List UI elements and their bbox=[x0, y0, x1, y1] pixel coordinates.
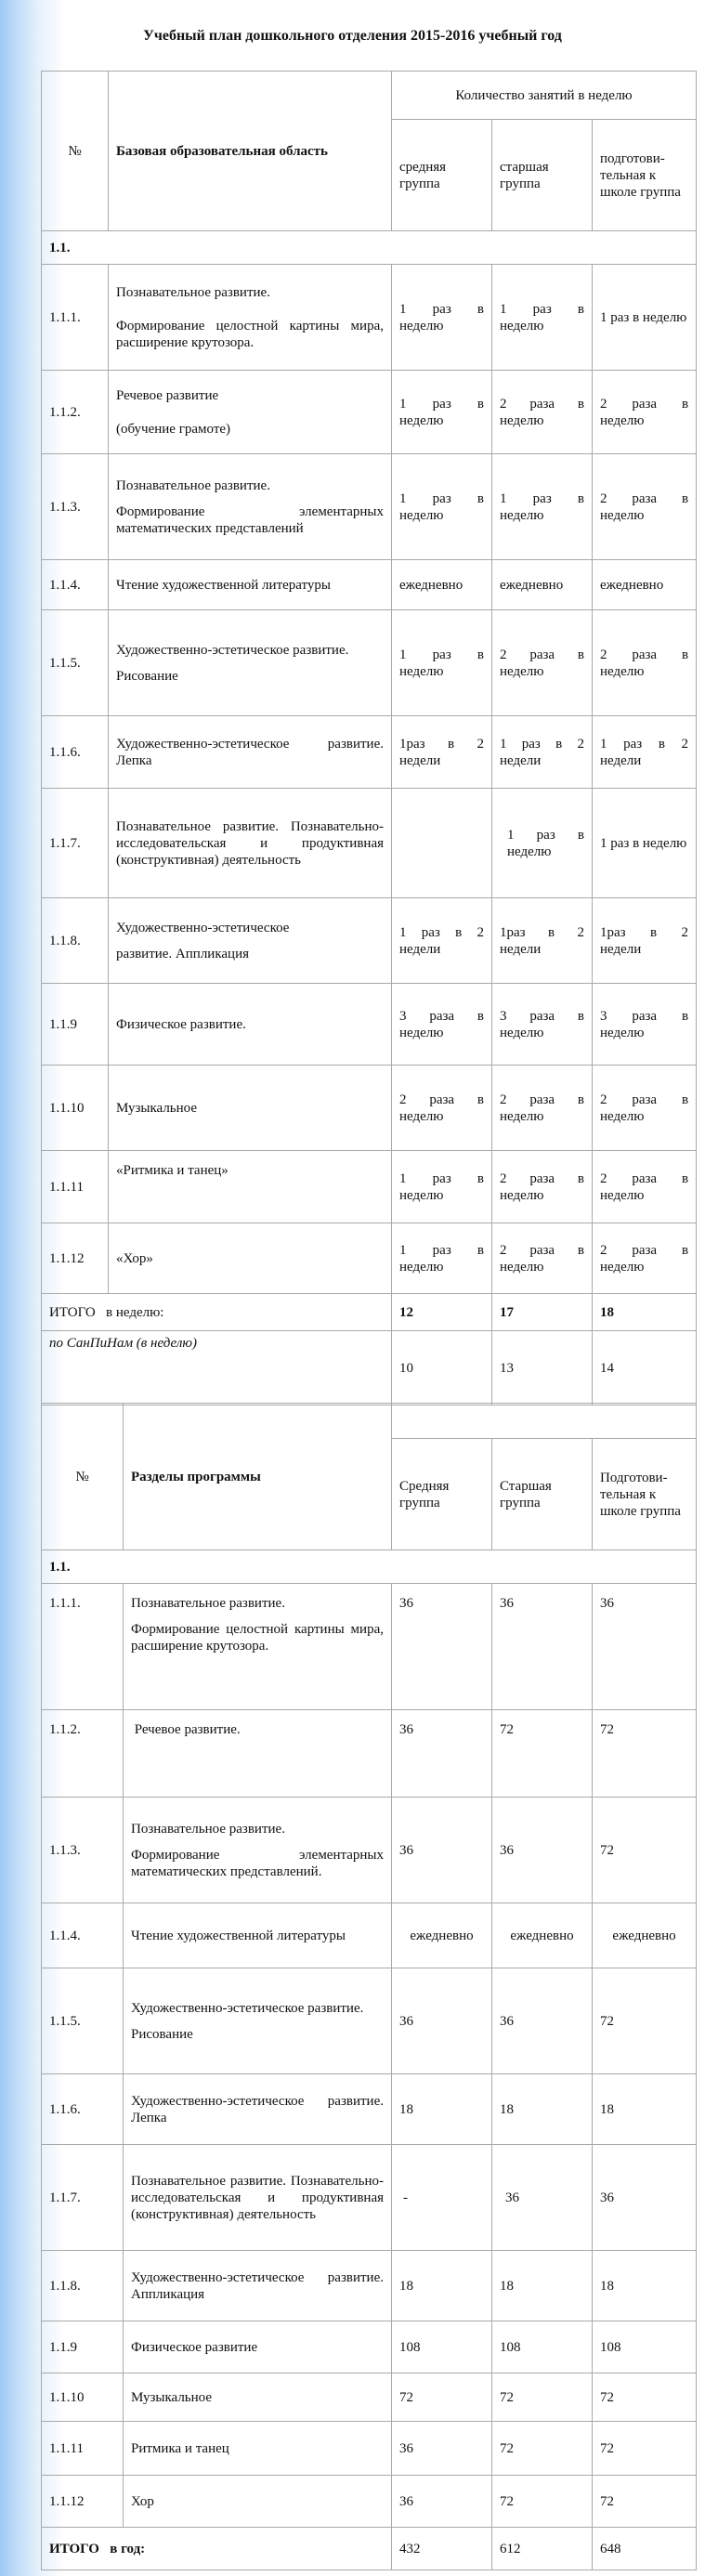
row-subject: «Хор» bbox=[109, 1223, 392, 1294]
section-label: 1.1. bbox=[42, 1550, 697, 1584]
section-row bbox=[42, 231, 697, 265]
row-value: 72 bbox=[492, 2373, 593, 2422]
column-header-group: Подготови-тельная к школе группа bbox=[593, 1439, 697, 1550]
total-value: 18 bbox=[593, 1294, 697, 1331]
row-value: 18 bbox=[492, 2074, 593, 2145]
row-value: 1 раз в неделю bbox=[593, 265, 697, 371]
row-subject: Чтение художественной литературы bbox=[124, 1903, 392, 1968]
row-subject: Речевое развитие. bbox=[124, 1710, 392, 1798]
weekly-plan-table bbox=[41, 71, 697, 1406]
row-number: 1.1.4. bbox=[42, 1903, 124, 1968]
row-value: 1 раз в неделю bbox=[392, 1151, 492, 1223]
row-value: 1 раз в неделю bbox=[392, 610, 492, 716]
column-header-group: старшая группа bbox=[492, 120, 593, 231]
table-row bbox=[42, 1223, 697, 1294]
row-value: 2 раза в неделю bbox=[492, 1066, 593, 1151]
column-header-group-caption: Количество занятий в неделю bbox=[392, 72, 697, 120]
row-value: 36 bbox=[392, 2422, 492, 2476]
row-value: 2 раза в неделю bbox=[492, 610, 593, 716]
row-value: 72 bbox=[593, 1968, 697, 2074]
row-subject: Физическое развитие. bbox=[109, 984, 392, 1066]
column-header-group: Средняя группа bbox=[392, 1439, 492, 1550]
table-row bbox=[42, 1798, 697, 1903]
row-value: 1раз в 2 недели bbox=[392, 716, 492, 789]
row-subject: Речевое развитие (обучение грамоте) bbox=[109, 371, 392, 454]
row-value: 1 раз в 2 недели bbox=[392, 898, 492, 984]
row-value: 1 раз в неделю bbox=[492, 789, 593, 898]
row-subject: Познавательное развитие. Формирование целостной картины мира, расширение крутозора. bbox=[124, 1584, 392, 1710]
row-value: - bbox=[392, 2145, 492, 2251]
total-row bbox=[42, 1294, 697, 1331]
row-number: 1.1.9 bbox=[42, 2321, 124, 2373]
total-value: 17 bbox=[492, 1294, 593, 1331]
row-value: 2 раза в неделю bbox=[392, 1066, 492, 1151]
row-number: 1.1.9 bbox=[42, 984, 109, 1066]
total-value: 612 bbox=[492, 2528, 593, 2570]
row-number: 1.1.2. bbox=[42, 1710, 124, 1798]
row-number: 1.1.11 bbox=[42, 1151, 109, 1223]
row-value: 2 раза в неделю bbox=[593, 454, 697, 560]
table-row bbox=[42, 1710, 697, 1798]
row-value: 36 bbox=[392, 1584, 492, 1710]
row-number: 1.1.12 bbox=[42, 2476, 124, 2528]
table-row bbox=[42, 560, 697, 610]
column-header-area: Разделы программы bbox=[124, 1404, 392, 1550]
row-subject: Чтение художественной литературы bbox=[109, 560, 392, 610]
row-subject: Познавательное развитие. Формирование целостной картины мира, расширение крутозора. bbox=[109, 265, 392, 371]
table-row bbox=[42, 789, 697, 898]
page-title: Учебный план дошкольного отделения 2015-2016 учебный год bbox=[143, 28, 562, 44]
table-row bbox=[42, 610, 697, 716]
table-row bbox=[42, 716, 697, 789]
row-number: 1.1.4. bbox=[42, 560, 109, 610]
row-number: 1.1.8. bbox=[42, 898, 109, 984]
row-value: 1 раз в неделю bbox=[392, 1223, 492, 1294]
row-number: 1.1.11 bbox=[42, 2422, 124, 2476]
table-row bbox=[42, 454, 697, 560]
row-value: 36 bbox=[492, 1584, 593, 1710]
row-value: 1 раз в неделю bbox=[392, 371, 492, 454]
row-number: 1.1.6. bbox=[42, 2074, 124, 2145]
row-number: 1.1.10 bbox=[42, 2373, 124, 2422]
row-number: 1.1.7. bbox=[42, 2145, 124, 2251]
row-value: 36 bbox=[392, 1798, 492, 1903]
row-subject: Познавательное развитие. Формирование элементарных математических представлений. bbox=[124, 1798, 392, 1903]
row-value: 1 раз в 2 недели bbox=[593, 716, 697, 789]
row-value: 36 bbox=[392, 1710, 492, 1798]
row-value: 18 bbox=[492, 2251, 593, 2321]
row-value: 3 раза в неделю bbox=[492, 984, 593, 1066]
row-number: 1.1.8. bbox=[42, 2251, 124, 2321]
row-value: 36 bbox=[392, 1968, 492, 2074]
row-number: 1.1.1. bbox=[42, 265, 109, 371]
total-label: ИТОГО в год: bbox=[42, 2528, 392, 2570]
row-value: 72 bbox=[593, 2373, 697, 2422]
row-subject: «Ритмика и танец» bbox=[109, 1151, 392, 1223]
row-subject: Познавательное развитие. Познавательно-исследовательская и продуктивная (конструктивная) деятельность bbox=[124, 2145, 392, 2251]
row-subject: Художественно-эстетическое развитие. Рисование bbox=[124, 1968, 392, 2074]
row-subject: Художественно-эстетическое развитие. Аппликация bbox=[124, 2251, 392, 2321]
row-subject: Художественно-эстетическое развитие. Лепка bbox=[109, 716, 392, 789]
row-value: ежедневно bbox=[392, 560, 492, 610]
row-subject: Художественно-эстетическое развитие. Рисование bbox=[109, 610, 392, 716]
row-value: 72 bbox=[593, 1710, 697, 1798]
table-row bbox=[42, 265, 697, 371]
row-value: 3 раза в неделю bbox=[392, 984, 492, 1066]
row-value: 1 раз в неделю bbox=[492, 454, 593, 560]
column-header-number: № bbox=[42, 1404, 124, 1550]
sanpin-value: 14 bbox=[593, 1331, 697, 1406]
row-number: 1.1.7. bbox=[42, 789, 109, 898]
total-row bbox=[42, 2528, 697, 2570]
row-number: 1.1.10 bbox=[42, 1066, 109, 1151]
row-subject: Художественно-эстетическое развитие. Аппликация bbox=[109, 898, 392, 984]
table-row bbox=[42, 984, 697, 1066]
row-value: 18 bbox=[593, 2251, 697, 2321]
row-value: ежедневно bbox=[593, 1903, 697, 1968]
total-value: 648 bbox=[593, 2528, 697, 2570]
table-header-row-top bbox=[42, 72, 697, 120]
row-value: 1раз в 2 недели bbox=[593, 898, 697, 984]
row-value: ежедневно bbox=[392, 1903, 492, 1968]
table-row bbox=[42, 1066, 697, 1151]
row-value: 108 bbox=[392, 2321, 492, 2373]
column-header-group: средняя группа bbox=[392, 120, 492, 231]
row-subject: Физическое развитие bbox=[124, 2321, 392, 2373]
row-number: 1.1.3. bbox=[42, 454, 109, 560]
table-row bbox=[42, 1903, 697, 1968]
table-row bbox=[42, 2422, 697, 2476]
table-row bbox=[42, 1584, 697, 1710]
row-subject: Хор bbox=[124, 2476, 392, 2528]
row-value: 2 раза в неделю bbox=[593, 610, 697, 716]
table-row bbox=[42, 2074, 697, 2145]
row-value: 2 раза в неделю bbox=[492, 371, 593, 454]
row-value: 2 раза в неделю bbox=[593, 1223, 697, 1294]
total-label: ИТОГО в неделю: bbox=[42, 1294, 392, 1331]
row-value: 2 раза в неделю bbox=[593, 371, 697, 454]
total-value: 12 bbox=[392, 1294, 492, 1331]
total-value: 432 bbox=[392, 2528, 492, 2570]
row-value: 36 bbox=[492, 1798, 593, 1903]
row-value: 36 bbox=[593, 1584, 697, 1710]
row-number: 1.1.6. bbox=[42, 716, 109, 789]
table-row bbox=[42, 1151, 697, 1223]
row-value: 72 bbox=[492, 1710, 593, 1798]
sanpin-label: по СанПиНам (в неделю) bbox=[42, 1331, 392, 1406]
section-label: 1.1. bbox=[42, 231, 697, 265]
row-subject: Познавательное развитие. Формирование элементарных математических представлений bbox=[109, 454, 392, 560]
row-subject: Познавательное развитие. Познавательно-исследовательская и продуктивная (конструктивная) деятельность bbox=[109, 789, 392, 898]
row-value: 3 раза в неделю bbox=[593, 984, 697, 1066]
table-row bbox=[42, 2373, 697, 2422]
row-number: 1.1.5. bbox=[42, 610, 109, 716]
row-value: 1 раз в неделю bbox=[593, 789, 697, 898]
row-subject: Музыкальное bbox=[109, 1066, 392, 1151]
column-header-group: подготови-тельная к школе группа bbox=[593, 120, 697, 231]
row-value: ежедневно bbox=[593, 560, 697, 610]
table-row bbox=[42, 2476, 697, 2528]
row-value: 2 раза в неделю bbox=[593, 1151, 697, 1223]
row-value: 18 bbox=[392, 2074, 492, 2145]
row-value: 72 bbox=[492, 2422, 593, 2476]
row-value: 1 раз в 2 недели bbox=[492, 716, 593, 789]
sanpin-row bbox=[42, 1331, 697, 1406]
row-value: 2 раза в неделю bbox=[492, 1223, 593, 1294]
table-row bbox=[42, 371, 697, 454]
table-row bbox=[42, 1968, 697, 2074]
row-value: 1раз в 2 недели bbox=[492, 898, 593, 984]
table-row bbox=[42, 2321, 697, 2373]
row-subject: Художественно-эстетическое развитие. Лепка bbox=[124, 2074, 392, 2145]
column-header-number: № bbox=[42, 72, 109, 231]
row-value: 36 bbox=[492, 1968, 593, 2074]
column-header-group: Старшая группа bbox=[492, 1439, 593, 1550]
row-value: 2 раза в неделю bbox=[492, 1151, 593, 1223]
row-value: ежедневно bbox=[492, 1903, 593, 1968]
sanpin-value: 10 bbox=[392, 1331, 492, 1406]
row-value: 1 раз в неделю bbox=[392, 454, 492, 560]
row-number: 1.1.3. bbox=[42, 1798, 124, 1903]
row-value: 36 bbox=[392, 2476, 492, 2528]
column-header-area: Базовая образовательная область bbox=[109, 72, 392, 231]
row-value: 108 bbox=[593, 2321, 697, 2373]
sanpin-value: 13 bbox=[492, 1331, 593, 1406]
row-subject: Ритмика и танец bbox=[124, 2422, 392, 2476]
table-row bbox=[42, 2251, 697, 2321]
row-value bbox=[392, 789, 492, 898]
row-value: 72 bbox=[593, 2422, 697, 2476]
row-value: 18 bbox=[593, 2074, 697, 2145]
table-row bbox=[42, 898, 697, 984]
row-value: 72 bbox=[492, 2476, 593, 2528]
row-value: 1 раз в неделю bbox=[392, 265, 492, 371]
table-header-row-top bbox=[42, 1404, 697, 1439]
table-row bbox=[42, 2145, 697, 2251]
row-value: 72 bbox=[593, 2476, 697, 2528]
row-number: 1.1.2. bbox=[42, 371, 109, 454]
row-value: 1 раз в неделю bbox=[492, 265, 593, 371]
row-value: 72 bbox=[392, 2373, 492, 2422]
row-value: ежедневно bbox=[492, 560, 593, 610]
row-subject: Музыкальное bbox=[124, 2373, 392, 2422]
yearly-plan-table bbox=[41, 1403, 697, 2570]
row-number: 1.1.12 bbox=[42, 1223, 109, 1294]
row-value: 36 bbox=[492, 2145, 593, 2251]
row-value: 108 bbox=[492, 2321, 593, 2373]
row-value: 36 bbox=[593, 2145, 697, 2251]
column-header-group-caption bbox=[392, 1404, 697, 1439]
row-number: 1.1.1. bbox=[42, 1584, 124, 1710]
row-value: 18 bbox=[392, 2251, 492, 2321]
row-number: 1.1.5. bbox=[42, 1968, 124, 2074]
row-value: 72 bbox=[593, 1798, 697, 1903]
section-row bbox=[42, 1550, 697, 1584]
row-value: 2 раза в неделю bbox=[593, 1066, 697, 1151]
